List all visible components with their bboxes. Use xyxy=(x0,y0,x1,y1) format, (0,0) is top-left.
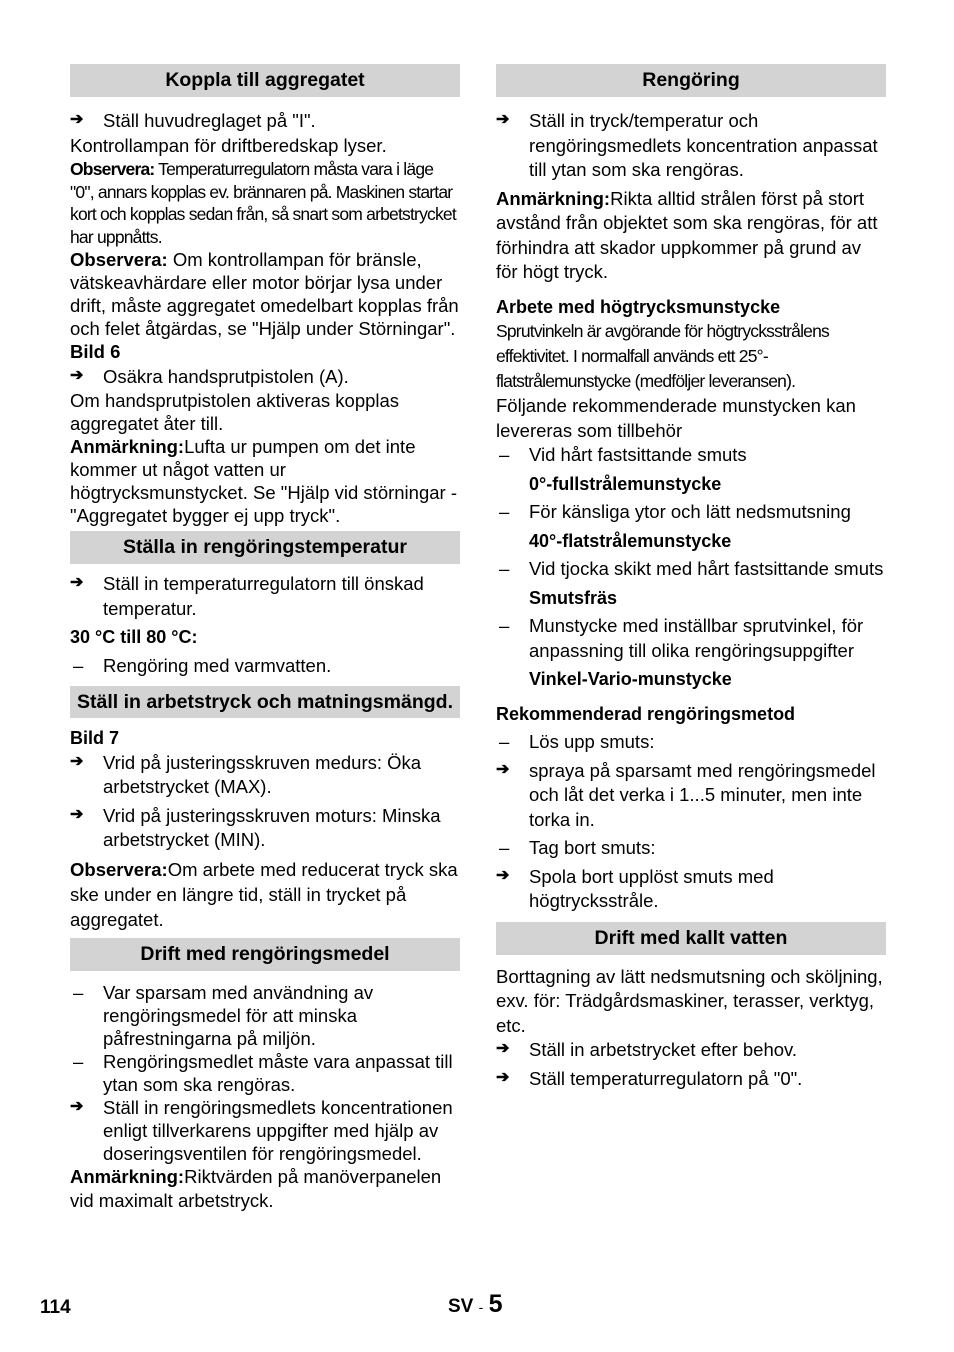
instruction-item: ➔ spraya på sparsamt med rengöringsmedel och låt det verka i 1...5 minuter, men inte torka in. xyxy=(496,759,876,830)
dash-icon: – xyxy=(499,615,510,636)
note-label: Observera: xyxy=(70,249,168,270)
nozzle-label: Smutsfräs xyxy=(529,587,618,608)
heading-temperatur: Ställa in rengöringstemperatur xyxy=(70,531,460,564)
arrow-icon: ➔ xyxy=(70,805,84,823)
note-paragraph: Anmärkning:Rikta alltid strålen först på stort avstånd från objektet som ska rengöras, för att förhindra att skador uppkommer på grund av för högt tryck. xyxy=(496,187,878,282)
instruction-item: ➔ Ställ huvudreglaget på "I". xyxy=(70,110,316,131)
list-item: – För känsliga ytor och lätt nedsmutsning xyxy=(496,500,886,525)
note-paragraph: Observera: Om kontrollampan för bränsle, vätskeavhärdare eller motor börjar lysa under drift, måste aggregatet omedelbart kopplas från och felet åtgärdas, se "Hjälp under Störningar". xyxy=(70,249,459,339)
paragraph: Om handsprutpistolen aktiveras kopplas aggregatet åter till. xyxy=(70,390,400,434)
right-column xyxy=(496,64,886,1091)
dash-icon: – xyxy=(499,501,510,522)
note-paragraph: Observera:Om arbete med reducerat tryck ska ske under en längre tid, ställ in trycket på aggregatet. xyxy=(70,858,458,930)
page-number: 114 xyxy=(40,1297,71,1318)
arrow-icon: ➔ xyxy=(496,1040,510,1057)
note-paragraph: Anmärkning:Riktvärden på manöverpanelen vid maximalt arbetstryck. xyxy=(70,1165,442,1211)
arrow-icon: ➔ xyxy=(70,752,84,770)
instruction-item: ➔ Ställ in tryck/temperatur och rengöringsmedlets koncentration anpassat till ytan som ska rengöras. xyxy=(496,110,878,180)
heading-koppla: Koppla till aggregatet xyxy=(70,64,460,97)
note-paragraph: Anmärkning:Lufta ur pumpen om det inte kommer ut något vatten ur högtrycksmunstycket. Se "Hjälp vid störningar - "Aggregatet bygger ej upp tryck". xyxy=(70,436,457,526)
list-item: – Tag bort smuts: xyxy=(496,836,886,861)
language-code: SV xyxy=(448,1296,474,1317)
figure-reference: Bild 7 xyxy=(70,728,120,748)
instruction-item: ➔ Ställ temperaturregulatorn på "0". xyxy=(496,1067,803,1089)
arrow-icon: ➔ xyxy=(496,760,510,778)
heading-arbetstryck: Ställ in arbetstryck och matningsmängd. xyxy=(70,686,460,718)
instruction-item: ➔ Ställ in arbetstrycket efter behov. xyxy=(496,1039,798,1060)
note-label: Observera: xyxy=(70,159,155,179)
instruction-item: ➔ Ställ in rengöringsmedlets koncentrationen enligt tillverkarens uppgifter med hjälp av doseringsventilen för rengöringsmedel. xyxy=(70,1096,453,1164)
dash-icon: – xyxy=(73,1050,84,1072)
list-item: – Lös upp smuts: xyxy=(496,730,886,755)
dash-icon: – xyxy=(73,654,84,676)
subheading: 30 °C till 80 °C: xyxy=(70,627,198,647)
arrow-icon: ➔ xyxy=(70,366,84,384)
list-item: – Vid tjocka skikt med hårt fastsittande smuts xyxy=(496,557,886,582)
nozzle-label: 0°-fullstrålemunstycke xyxy=(529,473,722,494)
section-page-label xyxy=(448,1292,503,1320)
list-item: – Rengöring med varmvatten. xyxy=(70,654,460,679)
figure-reference: Bild 6 xyxy=(70,341,121,362)
instruction-item: ➔ Spola bort upplöst smuts med högtrycksstråle. xyxy=(496,865,774,911)
arrow-icon: ➔ xyxy=(70,1097,84,1115)
arrow-icon: ➔ xyxy=(70,574,84,591)
list-item: – Munstycke med inställbar sprutvinkel, för anpassning till olika rengöringsuppgifter xyxy=(496,614,886,663)
arrow-icon: ➔ xyxy=(496,866,510,884)
heading-rengoringsmedel: Drift med rengöringsmedel xyxy=(70,938,460,971)
arrow-icon: ➔ xyxy=(496,1068,510,1086)
dash-icon: – xyxy=(499,444,510,465)
instruction-item: ➔ Vrid på justeringsskruven moturs: Minska arbetstrycket (MIN). xyxy=(70,804,441,850)
paragraph: Kontrollampan för driftberedskap lyser. xyxy=(70,134,387,156)
instruction-item: ➔ Vrid på justeringsskruven medurs: Öka arbetstrycket (MAX). xyxy=(70,751,422,797)
note-paragraph: Observera: Temperaturregulatorn måsta vara i läge "0", annars kopplas ev. brännaren på. Maskinen startar kort och kopplas sedan från, så snart som arbetstrycket har uppnåtts. xyxy=(70,159,456,247)
paragraph: Borttagning av lätt nedsmutsning och sköljning, exv. för: Trädgårdsmaskiner, terasser, verktyg, etc. xyxy=(496,965,883,1036)
section-page-number: 5 xyxy=(488,1290,503,1318)
nozzle-label: Vinkel-Vario-munstycke xyxy=(529,669,732,689)
instruction-item: ➔ Osäkra handsprutpistolen (A). xyxy=(70,365,349,387)
arrow-icon: ➔ xyxy=(496,111,510,128)
subheading-hogtryck: Arbete med högtrycksmunstycke xyxy=(496,296,781,317)
heading-rengoring: Rengöring xyxy=(496,64,886,97)
note-label: Anmärkning: xyxy=(70,1165,185,1187)
nozzle-label: 40°-flatstrålemunstycke xyxy=(529,530,732,551)
paragraph: Sprutvinkeln är avgörande för högtrycksstrålens effektivitet. I normalfall används ett 25°-flatstrålemunstycke (medföljer leveransen). xyxy=(496,321,830,391)
note-label: Observera: xyxy=(70,858,168,880)
dash-icon: – xyxy=(499,558,510,579)
subheading-metod: Rekommenderad rengöringsmetod xyxy=(496,703,796,724)
list-item: – Vid hårt fastsittande smuts xyxy=(496,443,886,468)
list-item: – Var sparsam med användning av rengöringsmedel för att minska påfrestningarna på miljön. xyxy=(70,981,460,1050)
instruction-item: ➔ Ställ in temperaturregulatorn till önskad temperatur. xyxy=(70,573,424,619)
note-label: Anmärkning: xyxy=(70,436,185,457)
separator: - xyxy=(478,1299,484,1315)
dash-icon: – xyxy=(499,837,510,858)
left-column xyxy=(70,64,460,1214)
heading-kallt-vatten: Drift med kallt vatten xyxy=(496,922,886,955)
paragraph: Följande rekommenderade munstycken kan levereras som tillbehör xyxy=(496,395,856,441)
dash-icon: – xyxy=(73,981,84,1003)
note-label: Anmärkning: xyxy=(496,187,611,209)
dash-icon: – xyxy=(499,731,510,752)
list-item: – Rengöringsmedlet måste vara anpassat till ytan som ska rengöras. xyxy=(70,1050,460,1096)
arrow-icon: ➔ xyxy=(70,111,84,128)
